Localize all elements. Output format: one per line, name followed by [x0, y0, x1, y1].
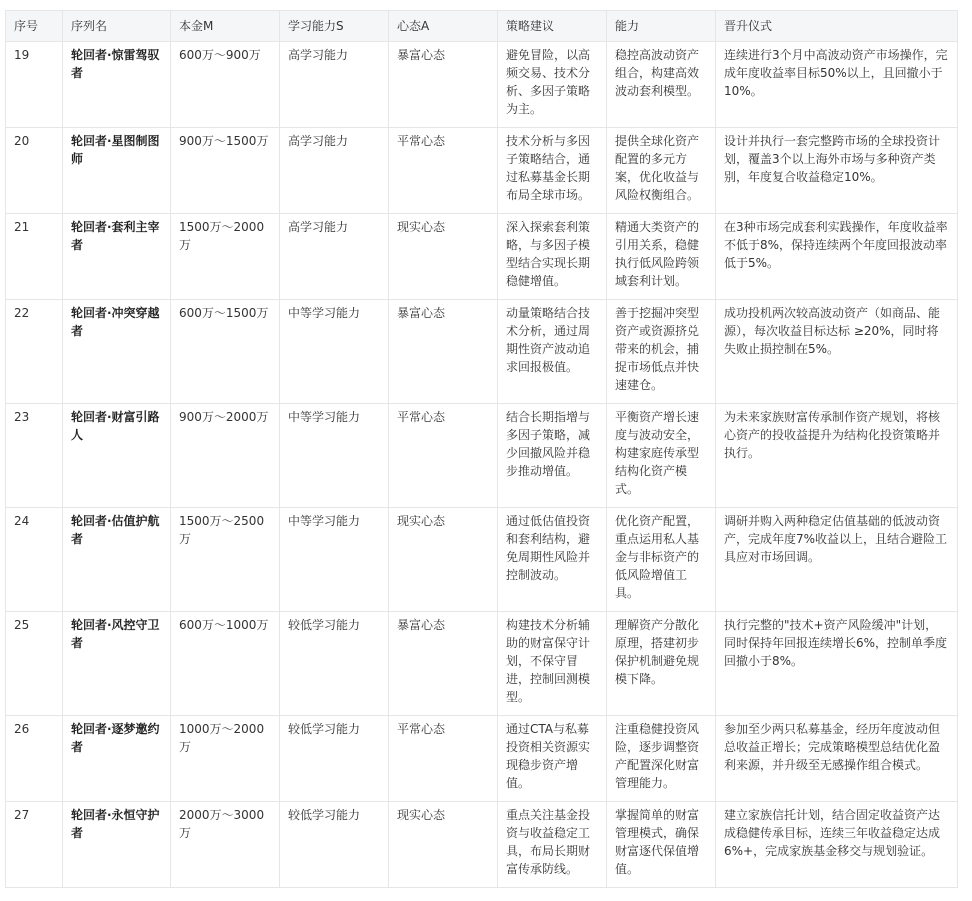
table-row — [6, 42, 958, 128]
header-ritual: 晋升仪式 — [716, 11, 958, 42]
cell-name: 轮回者·逐梦邀约者 — [63, 716, 171, 802]
table-row — [6, 128, 958, 214]
cell-capital: 1500万～2000万 — [171, 214, 280, 300]
cell-strategy: 动量策略结合技术分析，通过周期性资产波动追求回报极值。 — [498, 300, 607, 404]
strategy-table — [5, 10, 958, 888]
header-no: 序号 — [6, 11, 63, 42]
cell-capital: 900万～1500万 — [171, 128, 280, 214]
header-name: 序列名 — [63, 11, 171, 42]
cell-ritual: 为未来家族财富传承制作资产规划，将核心资产的投收益提升为结构化投资策略并执行。 — [716, 404, 958, 508]
cell-capital: 2000万～3000万 — [171, 802, 280, 888]
cell-ritual: 成功投机两次较高波动资产（如商品、能源），每次收益目标达标 ≥20%，同时将失败止损控制在5%。 — [716, 300, 958, 404]
cell-no: 27 — [6, 802, 63, 888]
cell-ability: 平衡资产增长速度与波动安全，构建家庭传承型结构化资产模式。 — [607, 404, 716, 508]
cell-mindset: 现实心态 — [389, 508, 498, 612]
cell-mindset: 平常心态 — [389, 128, 498, 214]
cell-ritual: 执行完整的"技术+资产风险缓冲"计划，同时保持年回报连续增长6%，控制单季度回撤小于8%。 — [716, 612, 958, 716]
header-capital: 本金M — [171, 11, 280, 42]
cell-name: 轮回者·估值护航者 — [63, 508, 171, 612]
cell-mindset: 平常心态 — [389, 404, 498, 508]
table-header-row — [6, 11, 958, 42]
cell-strategy: 重点关注基金投资与收益稳定工具，布局长期财富传承防线。 — [498, 802, 607, 888]
cell-capital: 600万～1500万 — [171, 300, 280, 404]
cell-mindset: 暴富心态 — [389, 612, 498, 716]
cell-name: 轮回者·星图制图师 — [63, 128, 171, 214]
cell-capital: 900万～2000万 — [171, 404, 280, 508]
cell-learning: 中等学习能力 — [280, 404, 389, 508]
cell-learning: 较低学习能力 — [280, 802, 389, 888]
cell-strategy: 构建技术分析辅助的财富保守计划，不保守冒进，控制回测模型。 — [498, 612, 607, 716]
cell-mindset: 现实心态 — [389, 214, 498, 300]
cell-capital: 600万～900万 — [171, 42, 280, 128]
cell-name: 轮回者·套利主宰者 — [63, 214, 171, 300]
cell-name: 轮回者·风控守卫者 — [63, 612, 171, 716]
cell-capital: 1000万～2000万 — [171, 716, 280, 802]
header-ability: 能力 — [607, 11, 716, 42]
cell-capital: 1500万～2500万 — [171, 508, 280, 612]
table-row — [6, 802, 958, 888]
cell-name: 轮回者·永恒守护者 — [63, 802, 171, 888]
cell-name: 轮回者·财富引路人 — [63, 404, 171, 508]
cell-strategy: 结合长期指增与多因子策略，减少回撤风险并稳步推动增值。 — [498, 404, 607, 508]
cell-learning: 中等学习能力 — [280, 300, 389, 404]
cell-ritual: 在3种市场完成套利实践操作，年度收益率不低于8%，保持连续两个年度回报波动率低于5%。 — [716, 214, 958, 300]
cell-ability: 理解资产分散化原理，搭建初步保护机制避免规模下降。 — [607, 612, 716, 716]
cell-ritual: 连续进行3个月中高波动资产市场操作，完成年度收益率目标50%以上，且回撤小于10%。 — [716, 42, 958, 128]
cell-no: 21 — [6, 214, 63, 300]
table-row — [6, 404, 958, 508]
cell-name: 轮回者·冲突穿越者 — [63, 300, 171, 404]
table-row — [6, 716, 958, 802]
cell-ritual: 设计并执行一套完整跨市场的全球投资计划，覆盖3个以上海外市场与多种资产类别，年度复合收益稳定10%。 — [716, 128, 958, 214]
cell-strategy: 通过CTA与私募投资相关资源实现稳步资产增值。 — [498, 716, 607, 802]
cell-no: 25 — [6, 612, 63, 716]
cell-mindset: 现实心态 — [389, 802, 498, 888]
cell-strategy: 避免冒险，以高频交易、技术分析、多因子策略为主。 — [498, 42, 607, 128]
cell-mindset: 暴富心态 — [389, 42, 498, 128]
cell-strategy: 深入探索套利策略，与多因子模型结合实现长期稳健增值。 — [498, 214, 607, 300]
table-row — [6, 300, 958, 404]
cell-ritual: 建立家族信托计划，结合固定收益资产达成稳健传承目标，连续三年收益稳定达成6%+，完成家族基金移交与规划验证。 — [716, 802, 958, 888]
cell-ability: 优化资产配置，重点运用私人基金与非标资产的低风险增值工具。 — [607, 508, 716, 612]
cell-ability: 注重稳健投资风险，逐步调整资产配置深化财富管理能力。 — [607, 716, 716, 802]
header-strategy: 策略建议 — [498, 11, 607, 42]
cell-learning: 高学习能力 — [280, 128, 389, 214]
header-mindset: 心态A — [389, 11, 498, 42]
cell-no: 22 — [6, 300, 63, 404]
cell-learning: 中等学习能力 — [280, 508, 389, 612]
table-row — [6, 612, 958, 716]
cell-ability: 善于挖掘冲突型资产或资源挤兑带来的机会，捕捉市场低点并快速建仓。 — [607, 300, 716, 404]
cell-learning: 高学习能力 — [280, 214, 389, 300]
cell-ritual: 参加至少两只私募基金，经历年度波动但总收益正增长；完成策略模型总结优化盈利来源，并升级至无感操作组合模式。 — [716, 716, 958, 802]
header-learning: 学习能力S — [280, 11, 389, 42]
table-row — [6, 508, 958, 612]
cell-learning: 较低学习能力 — [280, 716, 389, 802]
cell-ability: 稳控高波动资产组合，构建高效波动套利模型。 — [607, 42, 716, 128]
cell-strategy: 通过低估值投资和套利结构，避免周期性风险并控制波动。 — [498, 508, 607, 612]
table-row — [6, 214, 958, 300]
cell-no: 23 — [6, 404, 63, 508]
cell-ability: 提供全球化资产配置的多元方案，优化收益与风险权衡组合。 — [607, 128, 716, 214]
cell-learning: 高学习能力 — [280, 42, 389, 128]
cell-ability: 精通大类资产的引用关系，稳健执行低风险跨领域套利计划。 — [607, 214, 716, 300]
cell-mindset: 平常心态 — [389, 716, 498, 802]
cell-no: 19 — [6, 42, 63, 128]
cell-mindset: 暴富心态 — [389, 300, 498, 404]
cell-learning: 较低学习能力 — [280, 612, 389, 716]
cell-ritual: 调研并购入两种稳定估值基础的低波动资产，完成年度7%收益以上，且结合避险工具应对市场回调。 — [716, 508, 958, 612]
cell-no: 24 — [6, 508, 63, 612]
cell-ability: 掌握简单的财富管理模式，确保财富逐代保值增值。 — [607, 802, 716, 888]
cell-strategy: 技术分析与多因子策略结合，通过私募基金长期布局全球市场。 — [498, 128, 607, 214]
cell-capital: 600万～1000万 — [171, 612, 280, 716]
cell-name: 轮回者·惊雷驾驭者 — [63, 42, 171, 128]
cell-no: 26 — [6, 716, 63, 802]
cell-no: 20 — [6, 128, 63, 214]
